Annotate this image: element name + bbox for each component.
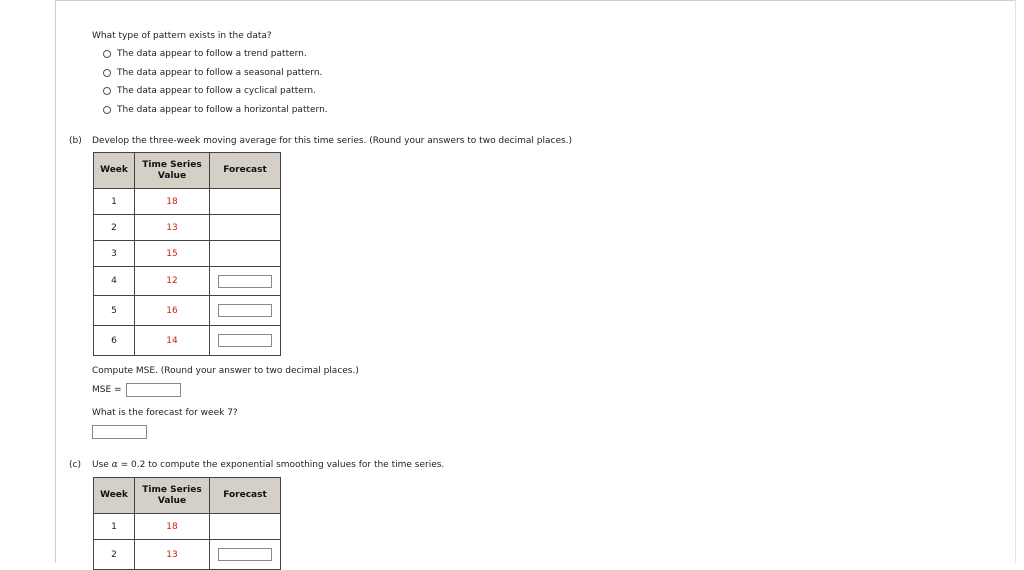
week7-forecast-question: What is the forecast for week 7? — [92, 408, 238, 418]
value-cell: 14 — [135, 326, 210, 356]
top-border — [55, 0, 1016, 1]
option-label: The data appear to follow a horizontal pattern. — [117, 105, 328, 115]
option-label: The data appear to follow a trend pattern. — [117, 49, 307, 59]
pattern-question: What type of pattern exists in the data? — [92, 31, 272, 41]
header-week: Week — [94, 153, 135, 189]
exponential-smoothing-table — [93, 477, 281, 570]
forecast-cell — [210, 540, 281, 570]
forecast-cell — [210, 514, 281, 540]
mse-prompt: Compute MSE. (Round your answer to two decimal places.) — [92, 366, 359, 376]
part-c-label: (c) — [69, 460, 81, 470]
value-cell: 18 — [135, 189, 210, 215]
week-cell: 2 — [94, 540, 135, 570]
week-cell: 1 — [94, 514, 135, 540]
header-time-series-value: Time Series Value — [135, 478, 210, 514]
table-row — [94, 514, 281, 540]
table-row — [94, 241, 281, 267]
table-row — [94, 326, 281, 356]
forecast-input[interactable] — [218, 304, 272, 317]
table-row — [94, 296, 281, 326]
value-cell: 13 — [135, 540, 210, 570]
week7-forecast-input[interactable] — [92, 425, 147, 439]
forecast-cell — [210, 267, 281, 296]
week-cell: 4 — [94, 267, 135, 296]
week-cell: 1 — [94, 189, 135, 215]
table-row — [94, 267, 281, 296]
part-b-label: (b) — [69, 136, 82, 146]
value-cell: 13 — [135, 215, 210, 241]
header-time-series-value: Time Series Value — [135, 153, 210, 189]
radio-button[interactable] — [103, 50, 111, 58]
week-cell: 3 — [94, 241, 135, 267]
option-trend[interactable] — [103, 49, 307, 59]
forecast-cell — [210, 241, 281, 267]
moving-average-table — [93, 152, 281, 356]
option-horizontal[interactable] — [103, 105, 328, 115]
week-cell: 2 — [94, 215, 135, 241]
forecast-cell — [210, 296, 281, 326]
header-forecast: Forecast — [210, 478, 281, 514]
left-border — [55, 0, 56, 563]
table-row — [94, 540, 281, 570]
value-cell: 15 — [135, 241, 210, 267]
radio-button[interactable] — [103, 87, 111, 95]
header-week: Week — [94, 478, 135, 514]
forecast-input[interactable] — [218, 275, 272, 288]
forecast-cell — [210, 326, 281, 356]
forecast-input[interactable] — [218, 334, 272, 347]
forecast-cell — [210, 189, 281, 215]
option-cyclical[interactable] — [103, 86, 316, 96]
value-cell: 12 — [135, 267, 210, 296]
table-row — [94, 189, 281, 215]
forecast-cell — [210, 215, 281, 241]
alpha-symbol: α — [111, 460, 118, 470]
option-label: The data appear to follow a cyclical pattern. — [117, 86, 316, 96]
value-cell: 18 — [135, 514, 210, 540]
week-cell: 5 — [94, 296, 135, 326]
week-cell: 6 — [94, 326, 135, 356]
mse-label: MSE = — [92, 385, 122, 395]
option-seasonal[interactable] — [103, 68, 322, 78]
table-row — [94, 215, 281, 241]
header-forecast: Forecast — [210, 153, 281, 189]
radio-button[interactable] — [103, 106, 111, 114]
part-b-instruction: Develop the three-week moving average for this time series. (Round your answers to two decimal places.) — [92, 136, 573, 146]
radio-button[interactable] — [103, 69, 111, 77]
forecast-input[interactable] — [218, 548, 272, 561]
part-c-instruction: Use α = 0.2 to compute the exponential smoothing values for the time series. — [92, 460, 445, 470]
value-cell: 16 — [135, 296, 210, 326]
option-label: The data appear to follow a seasonal pattern. — [117, 68, 323, 78]
mse-input[interactable] — [126, 383, 181, 397]
right-border — [1015, 0, 1016, 563]
